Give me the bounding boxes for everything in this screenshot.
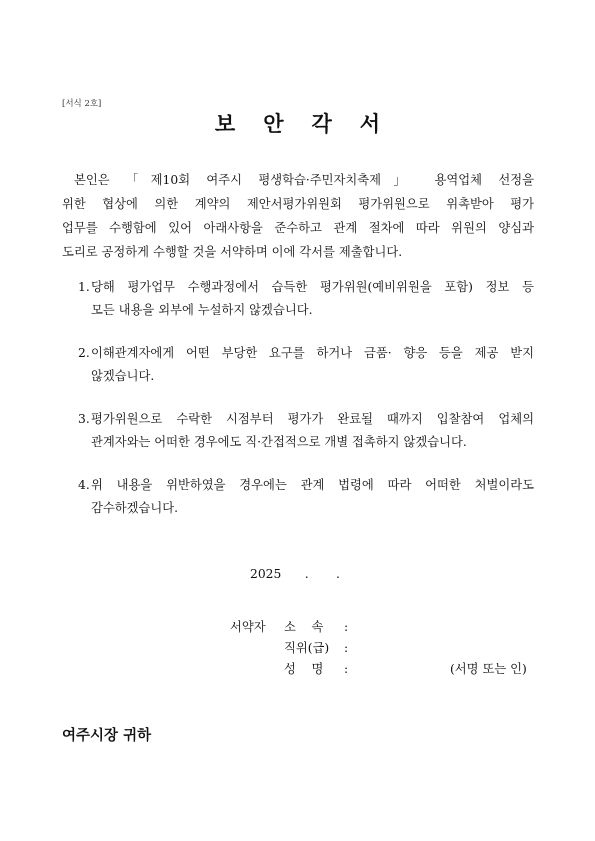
pledge-text: 이해관계자에게 어떤 부당한 요구를 하거나 금품· 향응 등을 제공 받지 [91, 346, 534, 360]
pledge-item [78, 342, 534, 387]
pledge-number: 3. [78, 412, 90, 426]
colon: : [344, 641, 349, 655]
pledge-item [78, 408, 534, 453]
intro-line: 도리로 공정하게 수행할 것을 서약하며 이에 각서를 제출합니다. [62, 245, 403, 259]
intro-paragraph [62, 168, 534, 264]
pledge-item [78, 474, 534, 519]
addressee: 여주시장 귀하 [62, 728, 152, 744]
pledge-number: 4. [78, 478, 90, 492]
pledge-text: 않겠습니다. [91, 368, 155, 383]
pledge-item [78, 276, 534, 321]
pledge-text: 당해 평가업무 수행과정에서 습득한 평가위원(예비위원을 포함) 정보 등 [91, 280, 534, 294]
name-row [230, 659, 364, 680]
position-label: 직위(급) [284, 641, 330, 655]
pledge-text: 관계자와는 어떠한 경우에도 직·간접적으로 개별 접촉하지 않겠습니다. [91, 434, 467, 449]
pledge-text: 감수하겠습니다. [91, 500, 179, 515]
pledge-number: 1. [78, 280, 90, 294]
pledge-list [78, 276, 534, 540]
colon: : [344, 620, 349, 634]
pledge-text: 평가위원으로 수락한 시점부터 평가가 완료될 때까지 입찰참여 업체의 [91, 412, 534, 426]
position-row [230, 638, 364, 659]
pledge-number: 2. [78, 346, 90, 360]
intro-line: 본인은 「제10회 여주시 평생학습·주민자치축제」 용역업체 선정을 [74, 173, 534, 187]
document-title: 보안각서 [214, 112, 409, 136]
signer-label: 서약자 [230, 620, 266, 634]
colon: : [344, 662, 349, 676]
name-label: 성 명 [284, 662, 324, 676]
form-number: [서식 2호] [62, 99, 102, 109]
signature-or-seal-note: (서명 또는 인) [450, 662, 527, 676]
intro-line: 업무를 수행함에 있어 아래사항을 준수하고 관계 절차에 따라 위원의 양심과 [62, 221, 534, 235]
affiliation-label: 소 속 [284, 620, 324, 634]
signature-block [230, 617, 527, 680]
affiliation-row [230, 617, 364, 638]
pledge-text: 모든 내용을 외부에 누설하지 않겠습니다. [91, 302, 313, 317]
pledge-text: 위 내용을 위반하였을 경우에는 관계 법령에 따라 어떠한 처벌이라도 [91, 478, 534, 492]
date-line: 2025 . . [250, 567, 340, 581]
intro-line: 위한 협상에 의한 계약의 제안서평가위원회 평가위원으로 위촉받아 평가 [62, 197, 534, 211]
